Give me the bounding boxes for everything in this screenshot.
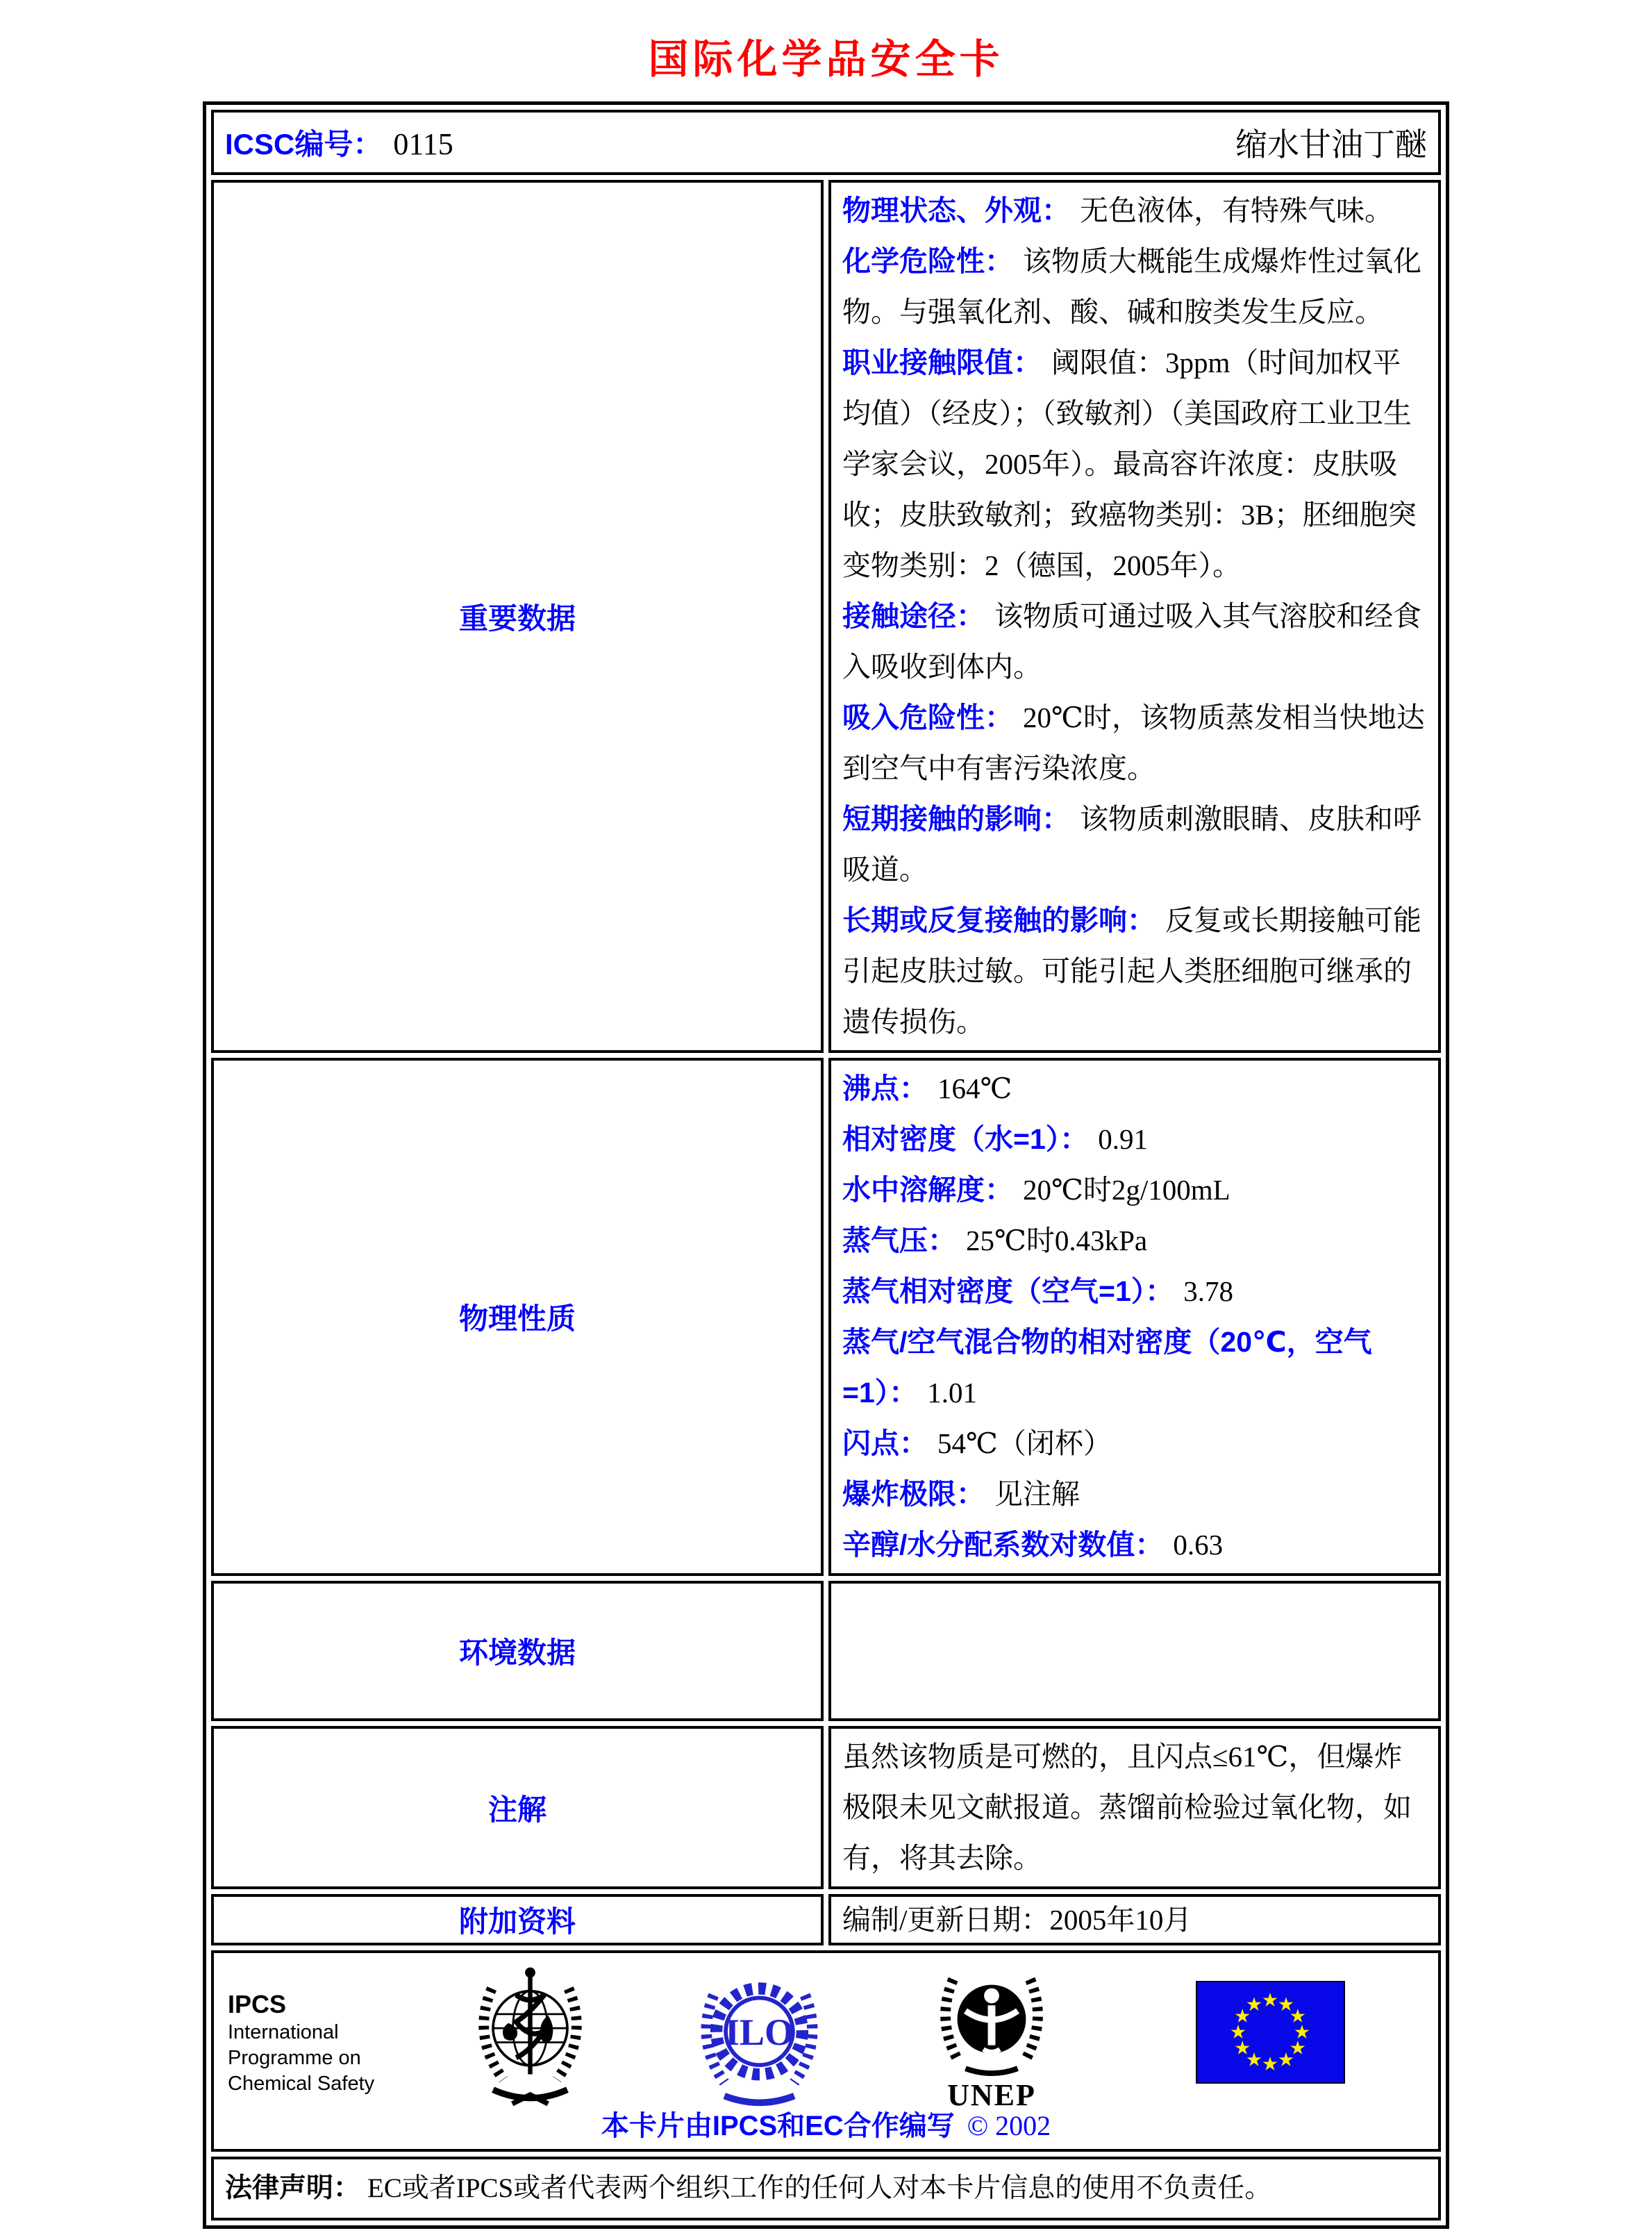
- property-value: 见注解: [994, 1478, 1080, 1510]
- property-item: [842, 1165, 1427, 1215]
- ipcs-subtitle-line: Programme on: [228, 2047, 361, 2069]
- property-item: [842, 236, 1427, 338]
- property-label: 吸入危险性：: [842, 702, 1013, 733]
- eu-flag-icon: [1196, 1981, 1345, 2084]
- ipcs-subtitle-line: Chemical Safety: [228, 2073, 375, 2095]
- property-value: 0.91: [1098, 1123, 1148, 1155]
- unep-label: UNEP: [947, 2078, 1036, 2112]
- property-value: 20℃时，该物质蒸发相当快地达到空气中有害污染浓度。: [842, 702, 1425, 784]
- property-value: 该物质大概能生成爆炸性过氧化物。与强氧化剂、酸、碱和胺类发生反应。: [842, 245, 1421, 328]
- property-item: [842, 1317, 1427, 1418]
- property-item: [842, 895, 1427, 1047]
- ilo-icon: [692, 1967, 827, 2109]
- svg-text:ILO: ILO: [724, 2011, 794, 2054]
- icsc-number-value: 0115: [393, 127, 453, 161]
- property-item: [842, 794, 1427, 895]
- property-value: 164℃: [937, 1072, 1012, 1104]
- chemical-name: 缩水甘油丁醚: [1235, 127, 1427, 163]
- section-label-additional-info: 附加资料: [211, 1894, 824, 1945]
- copyright-text: © 2002: [967, 2110, 1051, 2141]
- legal-cell: [211, 2157, 1441, 2220]
- property-label: 接触途径：: [842, 600, 985, 632]
- property-item: [842, 1063, 1427, 1114]
- property-label: 闪点：: [842, 1427, 928, 1459]
- property-label: 物理状态、外观：: [842, 194, 1070, 226]
- property-label: 沸点：: [842, 1072, 928, 1104]
- section-label-physical-properties: 物理性质: [211, 1058, 824, 1576]
- section-label-environmental-data: 环境数据: [211, 1581, 824, 1721]
- property-item: [842, 185, 1427, 236]
- section-label-important-data: 重要数据: [211, 180, 824, 1053]
- section-label-notes: 注解: [211, 1726, 824, 1889]
- property-value: 1.01: [927, 1377, 977, 1409]
- unep-block: [930, 1966, 1053, 2113]
- property-label: 辛醇/水分配系数对数值：: [842, 1529, 1164, 1561]
- property-label: 蒸气压：: [842, 1225, 956, 1256]
- property-label: 蒸气相对密度（空气=1）：: [842, 1275, 1174, 1307]
- ipcs-subtitle: [228, 2020, 414, 2097]
- row-additional-info: [211, 1894, 1441, 1945]
- notes-content: 虽然该物质是可燃的，且闪点≤61℃，但爆炸极限未见文献报道。蒸馏前检验过氧化物，如有，将其去除。: [828, 1726, 1441, 1889]
- row-notes: [211, 1726, 1441, 1889]
- property-item: [842, 591, 1427, 692]
- property-item: [842, 1469, 1427, 1520]
- unep-icon: [930, 1966, 1053, 2078]
- legal-text: EC或者IPCS或者代表两个组织工作的任何人对本卡片信息的使用不负责任。: [367, 2173, 1272, 2203]
- property-value: 25℃时0.43kPa: [966, 1225, 1148, 1256]
- property-label: 长期或反复接触的影响：: [842, 904, 1155, 936]
- property-value: 该物质可通过吸入其气溶胶和经食入吸收到体内。: [842, 600, 1421, 683]
- property-item: [842, 1520, 1427, 1570]
- property-label: 相对密度（水=1）：: [842, 1123, 1089, 1155]
- card-header: [225, 113, 1427, 172]
- property-label: 短期接触的影响：: [842, 803, 1070, 835]
- row-legal: [211, 2157, 1441, 2220]
- icsc-number-label: ICSC编号：: [225, 128, 383, 160]
- property-label: 水中溶解度：: [842, 1174, 1013, 1206]
- legal-label: 法律声明：: [225, 2173, 361, 2203]
- credit-line: [214, 2104, 1438, 2143]
- property-value: 反复或长期接触可能引起皮肤过敏。可能引起人类胚细胞可继承的遗传损伤。: [842, 904, 1421, 1038]
- property-item: [842, 1114, 1427, 1165]
- property-item: [842, 1266, 1427, 1317]
- physical-properties-content: [828, 1058, 1441, 1576]
- who-icon: [466, 1964, 594, 2111]
- property-label: 化学危险性：: [842, 245, 1013, 277]
- property-value: 3.78: [1183, 1275, 1233, 1307]
- property-item: [842, 338, 1427, 591]
- icsc-number-group: [225, 122, 453, 163]
- row-important-data: [211, 180, 1441, 1053]
- credit-text: 本卡片由IPCS和EC合作编写: [601, 2111, 955, 2141]
- property-value: 该物质刺激眼睛、皮肤和呼吸道。: [842, 803, 1421, 886]
- property-label: 职业接触限值：: [842, 347, 1042, 379]
- property-item: [842, 692, 1427, 794]
- property-item: [842, 1215, 1427, 1266]
- property-label: 蒸气/空气混合物的相对密度（20℃，空气=1）：: [842, 1326, 1372, 1409]
- property-value: 阈限值：3ppm（时间加权平均值）（经皮）；（致敏剂）（美国政府工业卫生学家会议，2005年）。最高容许浓度：皮肤吸收；皮肤致敏剂；致癌物类别：3B；胚细胞突变物类别：2（德国，2005年）。: [842, 347, 1417, 581]
- environmental-data-content: [828, 1581, 1441, 1721]
- row-footer-logos: [211, 1950, 1441, 2152]
- additional-info-content: 编制/更新日期：2005年10月: [828, 1894, 1441, 1945]
- property-value: 20℃时2g/100mL: [1023, 1174, 1230, 1206]
- ipcs-text-block: [228, 1989, 414, 2097]
- property-item: [842, 1418, 1427, 1469]
- ipcs-subtitle-line: International: [228, 2021, 339, 2043]
- important-data-content: [828, 180, 1441, 1053]
- row-environmental-data: [211, 1581, 1441, 1721]
- property-value: 0.63: [1173, 1529, 1224, 1561]
- property-value: 无色液体，有特殊气味。: [1080, 194, 1393, 226]
- header-row: [211, 110, 1441, 175]
- icsc-card-table: [203, 101, 1449, 2229]
- row-physical-properties: [211, 1058, 1441, 1576]
- property-value: 54℃（闭杯）: [937, 1427, 1112, 1459]
- footer-cell: [211, 1950, 1441, 2152]
- property-label: 爆炸极限：: [842, 1478, 985, 1510]
- ipcs-title: IPCS: [228, 1990, 287, 2018]
- logo-row: [214, 1953, 1438, 2113]
- page-title: 国际化学品安全卡: [648, 37, 1004, 82]
